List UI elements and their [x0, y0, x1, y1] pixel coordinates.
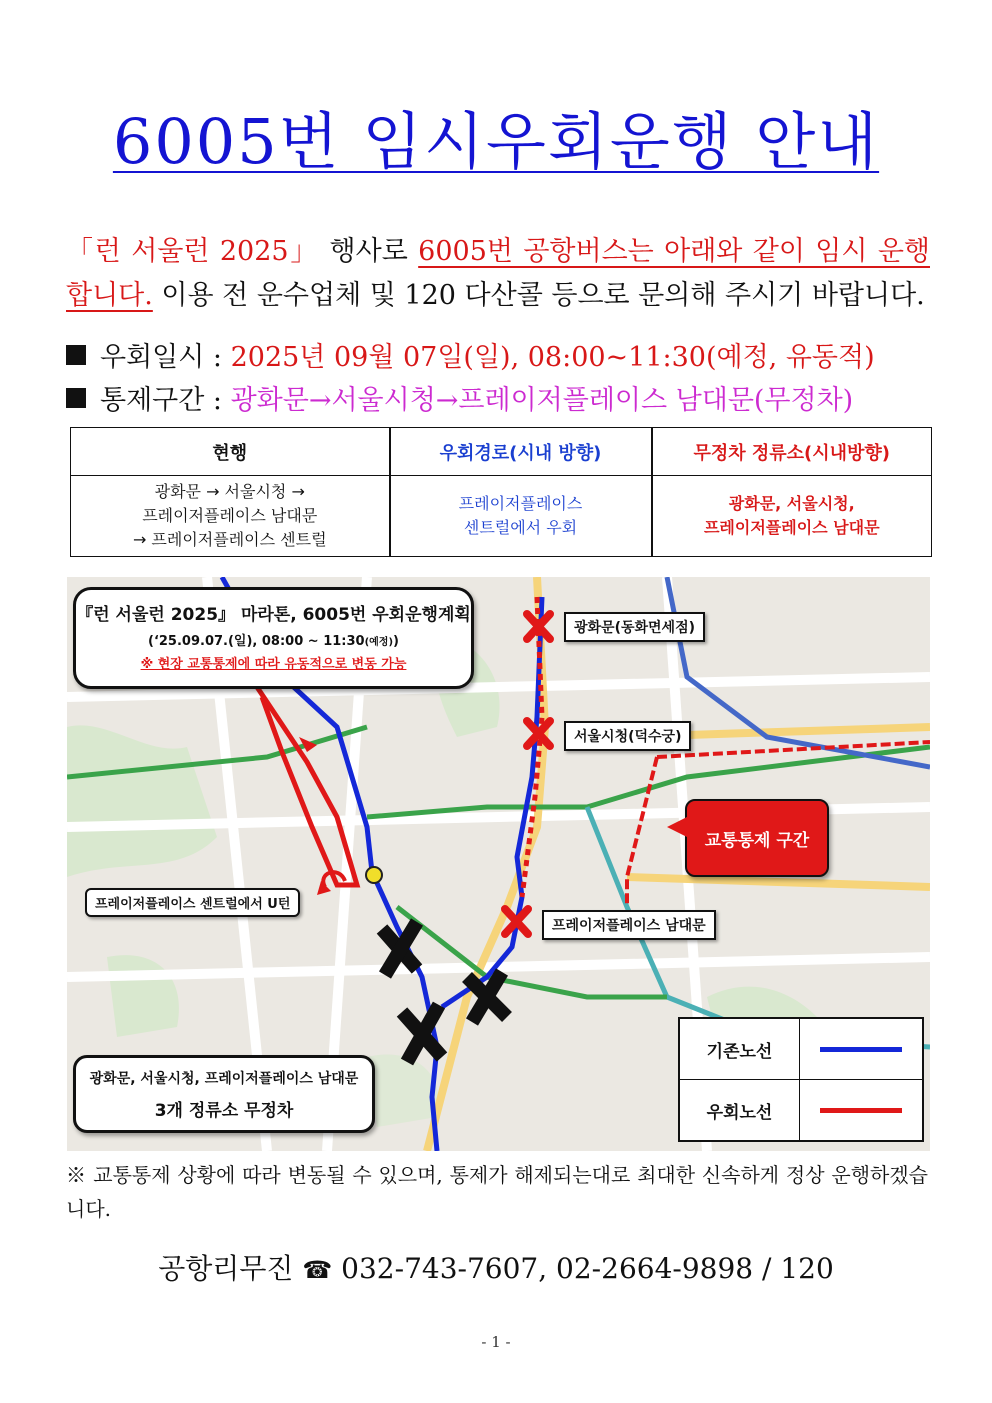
route-map: [67, 577, 930, 1151]
header-detour: 우회경로(시내 방향): [390, 428, 652, 476]
legend-existing-label: 기존노선: [680, 1019, 800, 1080]
contact-info: 공항리무진 ☎ 032-743-7607, 02-2664-9898 / 120: [158, 1252, 834, 1285]
stop-label-city-hall: 서울시청(덕수궁): [564, 721, 691, 751]
plan-callout: 『런 서울런 2025』 마라톤, 6005번 우회운행계획 (‘25.09.07.(일), 08:00 ~ 11:30(예정)) ※ 현장 교통통제에 따라 유동적으로 변동 가능: [73, 587, 474, 689]
control-zone-pointer: [667, 817, 687, 837]
notice-text: ※ 교통통제 상황에 따라 변동될 수 있으며, 통제가 해제되는대로 최대한 신속하게 정상 운행하겠습니다.: [66, 1163, 928, 1221]
map-legend: [678, 1017, 924, 1142]
uturn-label: 프레이저플레이스 센트럴에서 U턴: [85, 888, 300, 917]
stop-label-gwanghwamun: 광화문(동화면세점): [564, 612, 705, 642]
page-number: - 1 -: [481, 1333, 511, 1351]
stop-label-namdaemun: 프레이저플레이스 남대문: [542, 910, 716, 940]
header-no-stop: 무정차 정류소(시내방향): [652, 428, 932, 476]
legend-existing-swatch: [800, 1019, 922, 1080]
control-section: 통제구간 : 광화문→서울시청→프레이저플레이스 남대문(무정차): [66, 378, 853, 417]
no-stop-callout: 광화문, 서울시청, 프레이저플레이스 남대문 3개 정류소 무정차: [73, 1055, 375, 1133]
no-stop-cell: 광화문, 서울시청, 프레이저플레이스 남대문: [652, 476, 932, 557]
route-table: [70, 427, 932, 557]
page-title: 6005번 임시우회운행 안내: [112, 105, 880, 178]
header-current: 현행: [71, 428, 390, 476]
intro-highlight: 6005번 공항버스는 아래와 같이 임시 운행합니다.: [66, 236, 930, 311]
event-name: 「런 서울런 2025」: [66, 236, 320, 267]
bullet-square-icon: [66, 345, 86, 365]
detour-datetime: 우회일시 : 2025년 09월 07일(일), 08:00~11:30(예정, 유동적): [66, 335, 875, 374]
phone-icon: ☎: [302, 1256, 333, 1284]
legend-detour-swatch: [800, 1080, 922, 1140]
intro-paragraph: 「런 서울런 2025」 행사로 6005번 공항버스는 아래와 같이 임시 운행합니다. 이용 전 운수업체 및 120 다산콜 등으로 문의해 주시기 바랍니다.: [66, 236, 930, 311]
current-route-cell: 광화문 → 서울시청 → 프레이저플레이스 남대문 → 프레이저플레이스 센트럴: [71, 476, 390, 557]
bullet-square-icon: [66, 388, 86, 408]
control-zone-label: 교통통제 구간: [685, 799, 829, 877]
legend-detour-label: 우회노선: [680, 1080, 800, 1140]
detour-route-cell: 프레이저플레이스 센트럴에서 우회: [390, 476, 652, 557]
